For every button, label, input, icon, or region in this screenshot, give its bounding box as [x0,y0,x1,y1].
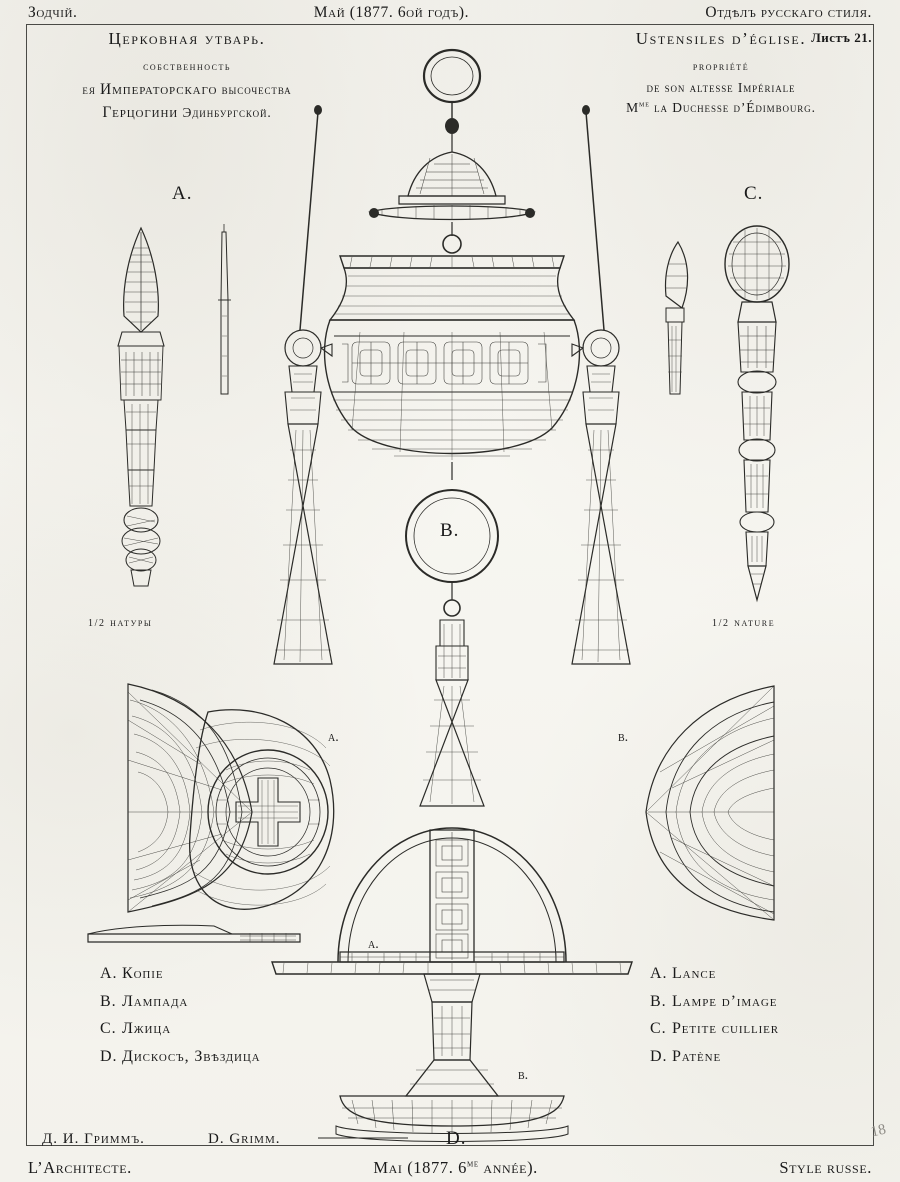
legend-label: Лампада [122,992,189,1010]
figure-paten [88,684,334,942]
caption-small-a-left: a. [328,730,339,745]
title-french-owner-1: de son altesse Impériale [646,80,796,95]
figure-lamp [274,50,630,806]
scale-fraction-russian: 1/2 [88,618,106,629]
title-russian-sub: собственность [143,60,231,73]
legend-key: D. [100,1047,118,1065]
running-head-top-left: Зодчій. [28,4,78,21]
title-russian-main: Церковная утварь. [108,29,266,48]
legend-key: C. [650,1020,667,1038]
figure-spoon [665,226,789,600]
title-french-owner-2: $M^{me}$ la Duchesse d’Édimbourg. [626,99,816,116]
legend-item [650,1015,779,1043]
legend-item [100,1043,261,1071]
running-head-bottom-left: L’Architecte. [28,1158,132,1177]
scale-word-french: nature [734,617,776,629]
caption-letter-c: C. [744,183,764,204]
legend-french [650,960,779,1070]
legend-item [650,988,779,1016]
caption-letter-a: A. [172,183,193,204]
running-head-bottom-right: Style russe. [779,1158,872,1177]
legend-key: B. [650,992,667,1010]
tassel-left [274,366,332,664]
title-russian-owner-2: Герцогини Эдинбургской. [102,104,272,122]
title-french-main: Ustensiles d’église. [635,29,807,48]
legend-item [100,988,261,1016]
running-head-top-center: Май (1877. 6ой годъ). [313,4,470,21]
legend-label: Patène [672,1047,722,1065]
legend-label: Дискосъ, Звѣздица [122,1047,261,1065]
running-head-bottom-center: Mai (1877. $6^{me}$ année). [373,1158,538,1177]
legend-key: B. [100,992,117,1010]
legend-item [100,1015,261,1043]
caption-small-b-right: b. [618,730,629,745]
pencil-annotation: 18 [869,1121,888,1141]
scale-word-russian: натуры [110,617,153,629]
legend-russian [100,960,261,1070]
legend-label: Копіе [122,965,164,982]
legend-key: D. [650,1047,668,1065]
signature-latin: D. Grimm. [208,1131,281,1147]
legend-key: A. [100,965,118,982]
legend-label: Lance [672,965,717,982]
caption-letter-d: D. [446,1128,467,1149]
legend-item [650,1043,779,1071]
tassel-right [572,366,630,664]
title-russian-owner-1: ея Императорскаго высочества [82,81,292,98]
legend-key: A. [650,965,668,982]
signature-russian: Д. И. Гриммъ. [42,1131,145,1147]
figure-star-cover [272,828,632,1142]
legend-label: Petite cuillier [672,1020,780,1038]
legend-label: Lampe d’image [672,992,778,1010]
legend-label: Лжица [122,1020,172,1038]
legend-key: C. [100,1020,117,1038]
running-head-bottom [28,1158,872,1178]
running-head-top-right: Отдѣлъ русскаго стиля. [705,4,872,21]
sheet-number: Листъ 21. [811,30,872,45]
caption-small-a-bottom: a. [368,937,379,952]
caption-small-b-bottom: b. [518,1068,529,1083]
figure-paten-segment [646,686,774,920]
scale-note-french [712,617,775,629]
legend-item [650,960,779,988]
scale-fraction-french: 1/2 [712,618,730,629]
title-french-sub: propriété [692,60,750,73]
legend-item [100,960,261,988]
scale-note-russian [88,617,153,629]
caption-letter-b: B. [440,520,460,541]
figure-lance [118,224,231,586]
